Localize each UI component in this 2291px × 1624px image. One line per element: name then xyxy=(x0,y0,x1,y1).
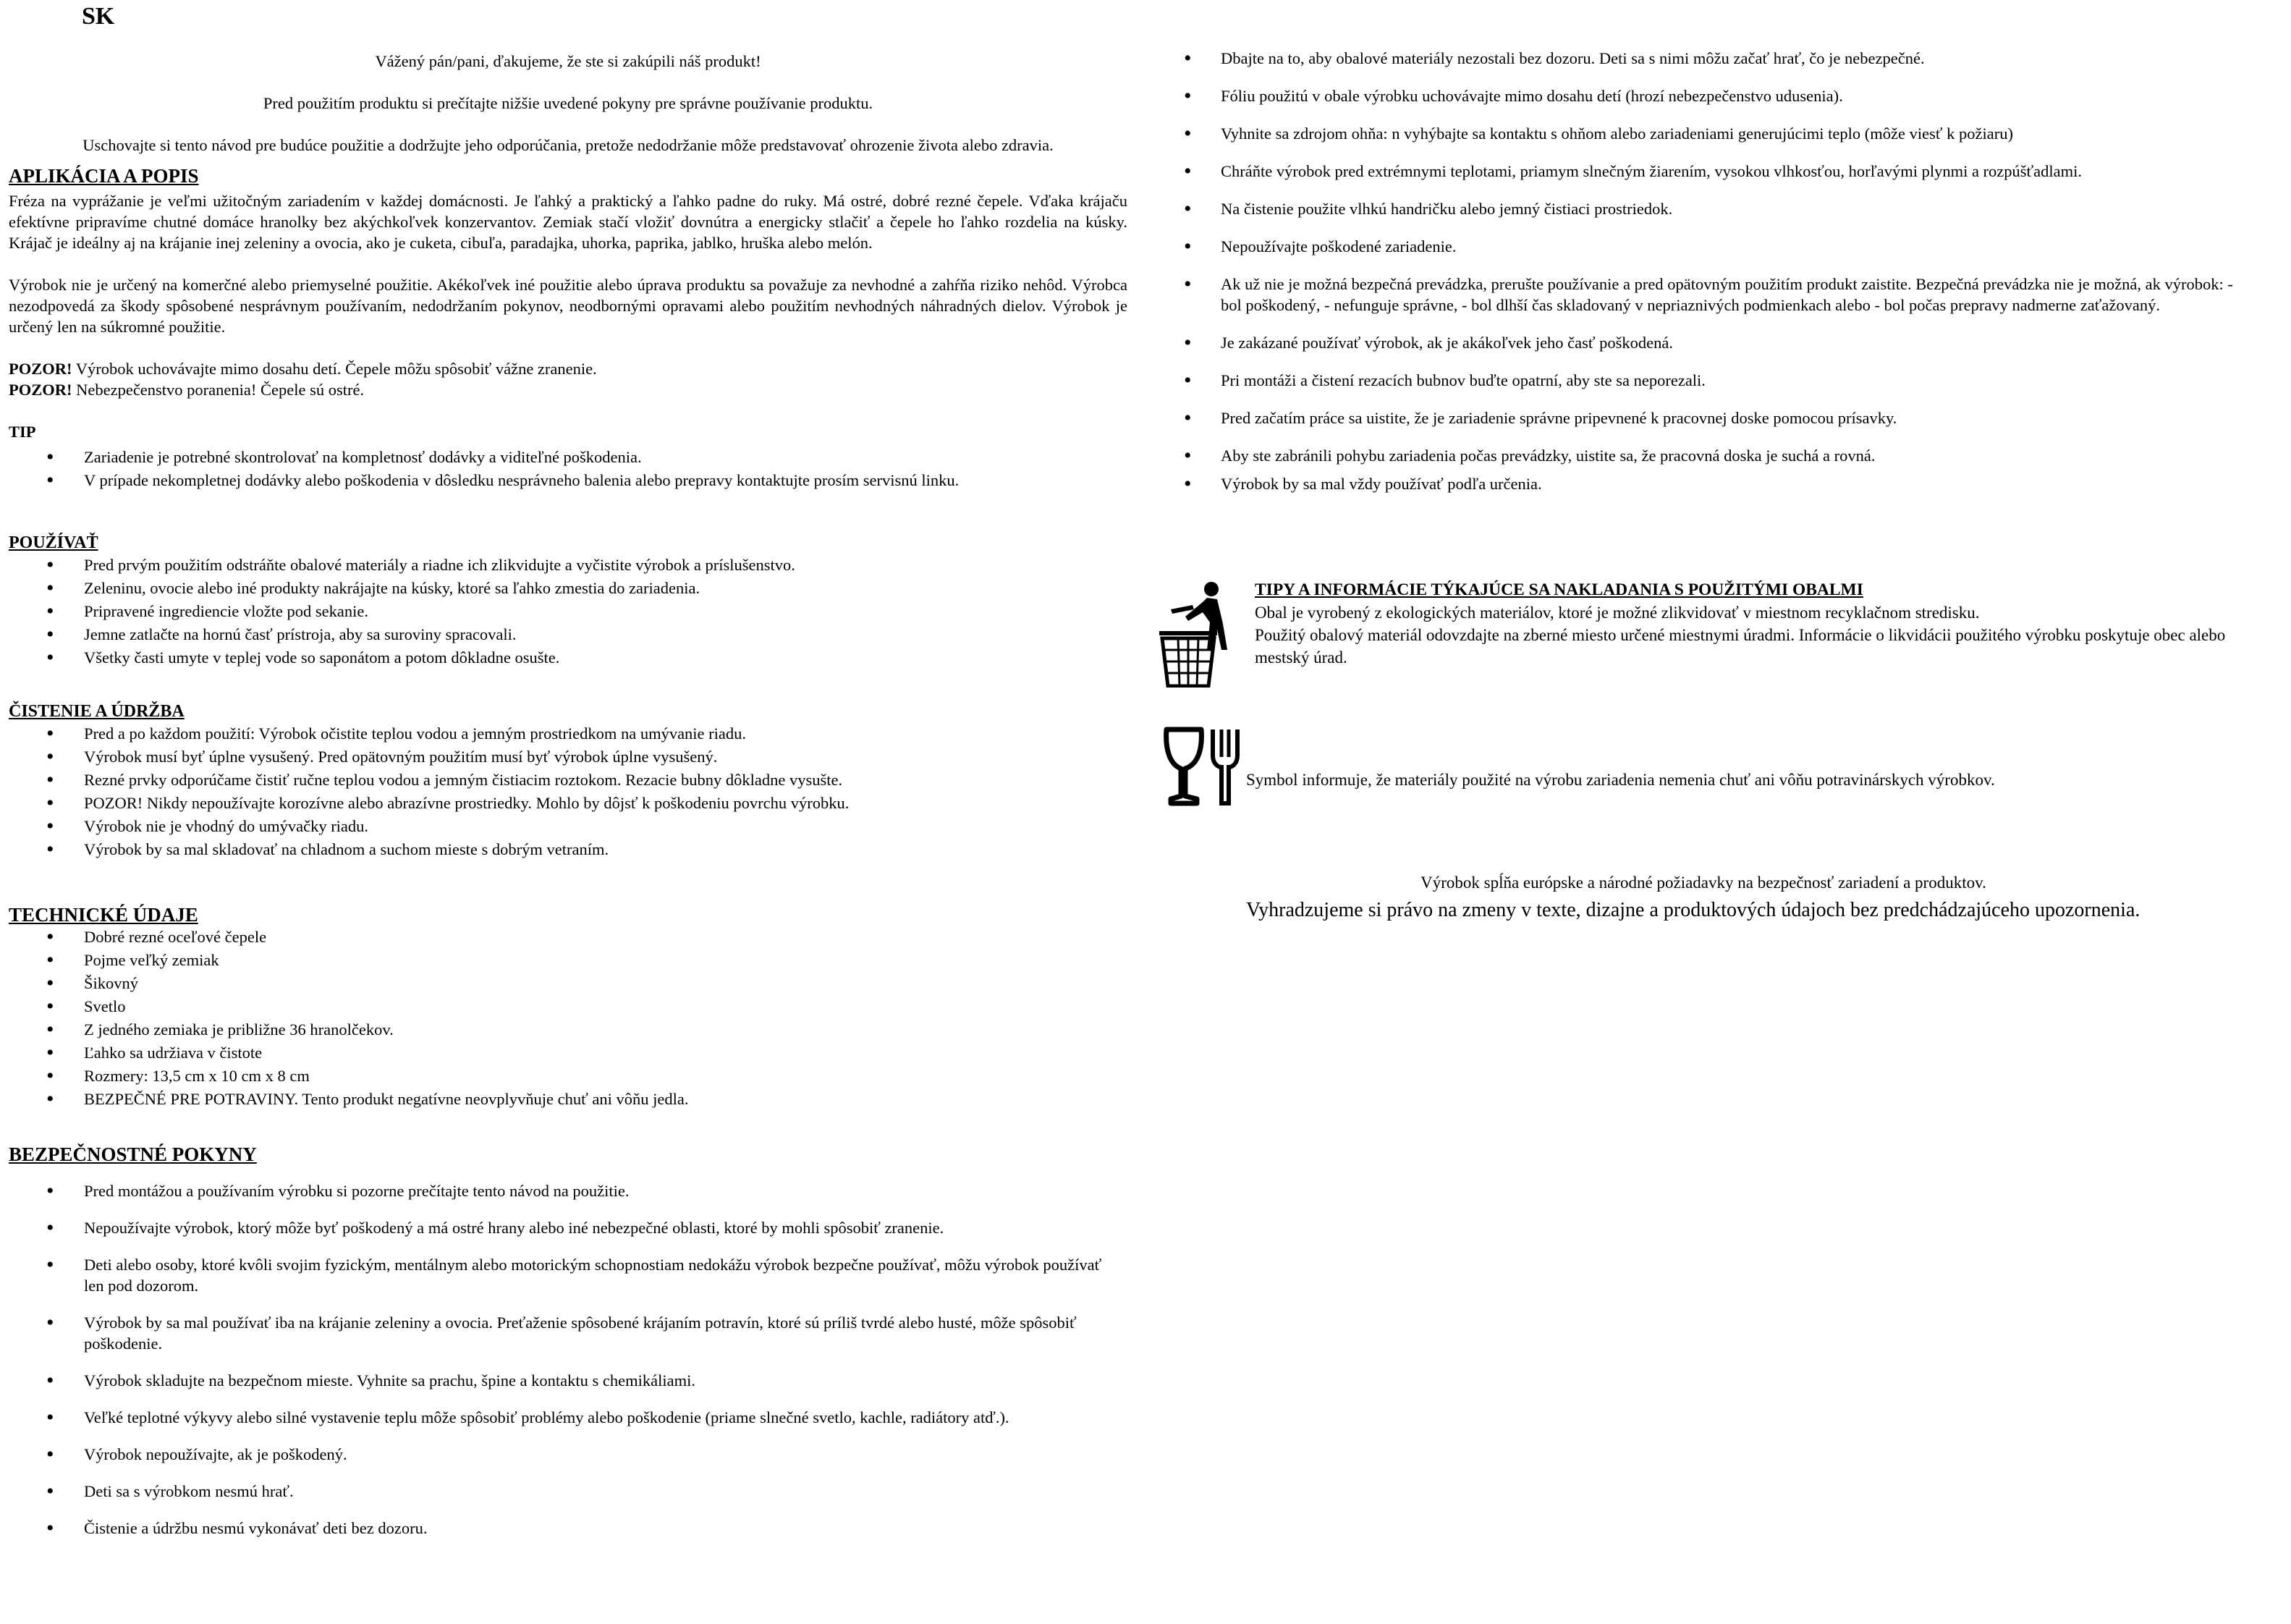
list-item: • Pri montáži a čistení rezacích bubnov buďte opatrní, aby ste sa neporezali. xyxy=(1165,370,2279,391)
list-item: • POZOR! Nikdy nepoužívajte korozívne alebo abrazívne prostriedky. Mohlo by dôjsť k poškodeniu povrchu výrobku. xyxy=(9,792,1127,813)
list-item: • Všetky časti umyte v teplej vode so saponátom a potom dôkladne osušte. xyxy=(9,647,1127,668)
warning-label: POZOR! xyxy=(9,360,72,378)
list-item: • Výrobok by sa mal skladovať na chladnom a suchom mieste s dobrým vetraním. xyxy=(9,839,1127,860)
list-item: • Výrobok nepoužívajte, ak je poškodený. xyxy=(9,1444,1110,1465)
list-item: • Aby ste zabránili pohybu zariadenia počas prevádzky, uistite sa, že pracovná doska je suchá a rovná. xyxy=(1165,445,2279,466)
list-item: • Rozmery: 13,5 cm x 10 cm x 8 cm xyxy=(9,1065,1127,1086)
cleaning-heading: ČISTENIE A ÚDRŽBA xyxy=(9,702,185,721)
list-item: • Ľahko sa udržiava v čistote xyxy=(9,1042,1127,1063)
list-item: • Jemne zatlačte na hornú časť prístroja, aby sa suroviny spracovali. xyxy=(9,624,1127,645)
cleaning-list xyxy=(9,723,1127,860)
tip-list xyxy=(9,447,1127,491)
list-item: • Výrobok by sa mal vždy používať podľa určenia. xyxy=(1165,473,2279,494)
technical-list xyxy=(9,926,1127,1109)
list-item: • Pred prvým použitím odstráňte obalové materiály a riadne ich zlikvidujte a vyčistite výrobok a príslušenstvo. xyxy=(9,554,1127,575)
intro-keep-manual: Uschovajte si tento návod pre budúce použitie a dodržujte jeho odporúčania, pretože nedodržanie môže predstavovať ohrozenie života alebo zdravia. xyxy=(82,136,1054,154)
list-item: • Z jedného zemiaka je približne 36 hranolčekov. xyxy=(9,1019,1127,1040)
list-item: • Pred a po každom použití: Výrobok očistite teplou vodou a jemným prostriedkom na umývanie riadu. xyxy=(9,723,1127,744)
technical-heading: TECHNICKÉ ÚDAJE xyxy=(9,904,198,926)
list-item: • Zeleninu, ovocie alebo iné produkty nakrájajte na kúsky, ktoré sa ľahko zmestia do zariadenia. xyxy=(9,578,1127,599)
list-item: • Výrobok by sa mal používať iba na krájanie zeleniny a ovocia. Preťaženie spôsobené krájaním potravín, ktoré sú príliš tvrdé alebo husté, môže spôsobiť poškodenie. xyxy=(9,1312,1110,1354)
use-list xyxy=(9,554,1127,668)
warning-1 xyxy=(9,358,1127,379)
list-item: • Vyhnite sa zdrojom ohňa: n vyhýbajte sa kontaktu s ohňom alebo zariadeniami generujúcimi teplo (môže viesť k požiaru) xyxy=(1165,123,2279,144)
list-item: • V prípade nekompletnej dodávky alebo poškodenia v dôsledku nesprávneho balenia alebo prepravy kontaktujte prosím servisnú linku. xyxy=(9,470,1127,491)
intro-read-first: Pred použitím produktu si prečítajte nižšie uvedené pokyny pre správne používanie produktu. xyxy=(263,94,873,112)
list-item: • Výrobok skladujte na bezpečnom mieste. Vyhnite sa prachu, špine a kontaktu s chemikáliami. xyxy=(9,1370,1110,1391)
application-heading: APLIKÁCIA A POPIS xyxy=(9,165,199,187)
list-item: • Deti sa s výrobkom nesmú hrať. xyxy=(9,1481,1110,1502)
list-item: • Pojme veľký zemiak xyxy=(9,950,1127,970)
list-item: • Zariadenie je potrebné skontrolovať na kompletnosť dodávky a viditeľné poškodenia. xyxy=(9,447,1127,468)
list-item: • Výrobok musí byť úplne vysušený. Pred opätovným použitím musí byť výrobok úplne vysušený. xyxy=(9,746,1127,767)
safety-heading: BEZPEČNOSTNÉ POKYNY xyxy=(9,1143,257,1165)
list-item: • Deti alebo osoby, ktoré kvôli svojim fyzickým, mentálnym alebo motorickým schopnostiam nedokážu výrobok bezpečne používať, môžu výrobok používať len pod dozorom. xyxy=(9,1254,1110,1296)
intro xyxy=(9,51,1127,156)
list-item: • Na čistenie použite vlhkú handričku alebo jemný čistiaci prostriedok. xyxy=(1165,198,2279,219)
list-item: • Svetlo xyxy=(9,996,1127,1017)
list-item: • Nepoužívajte poškodené zariadenie. xyxy=(1165,236,2279,257)
list-item: • Čistenie a údržbu nesmú vykonávať deti bez dozoru. xyxy=(9,1518,1110,1539)
list-item: • Šikovný xyxy=(9,973,1127,994)
list-item: • Dbajte na to, aby obalové materiály nezostali bez dozoru. Deti sa s nimi môžu začať hrať, čo je nebezpečné. xyxy=(1165,48,2279,69)
warning-text: Výrobok uchovávajte mimo dosahu detí. Čepele môžu spôsobiť vážne zranenie. xyxy=(72,360,597,378)
compliance-line-2: Vyhradzujeme si právo na zmeny v texte, dizajne a produktových údajoch bez predchádzajúceho upozornenia. xyxy=(1246,899,2140,921)
warning-2 xyxy=(9,379,1127,400)
food-symbol-text: Symbol informuje, že materiály použité na výrobu zariadenia nemenia chuť ani vôňu potravinárskych výrobkov. xyxy=(1246,771,1995,789)
list-item: • Pred montážou a používaním výrobku si pozorne prečítajte tento návod na použitie. xyxy=(9,1180,1110,1201)
list-item: • Pred začatím práce sa uistite, že je zariadenie správne pripevnené k pracovnej doske pomocou prísavky. xyxy=(1165,407,2279,428)
warning-label: POZOR! xyxy=(9,381,72,399)
compliance-line-1: Výrobok spĺňa európske a národné požiadavky na bezpečnosť zariadení a produktov. xyxy=(1420,874,1986,892)
list-item: • Je zakázané používať výrobok, ak je akákoľvek jeho časť poškodená. xyxy=(1165,332,2279,353)
list-item: • Výrobok nie je vhodný do umývačky riadu. xyxy=(9,816,1127,837)
safety-list xyxy=(9,1180,1127,1539)
application-para-1: Fréza na vyprážanie je veľmi užitočným zariadením v každej domácnosti. Je ľahký a praktický a ľahko padne do ruky. Má ostré, dobré rezné čepele. Vďaka krájaču efektívne pripravíme chutné domáce hranolky bez akýchkoľvek konzervantov. Zemiak stačí vložiť dovnútra a energicky stlačiť a čepele ho ľahko rozdelia na kúsky. Krájač je ideálny aj na krájanie inej zeleniny a ovocia, ako je cuketa, cibuľa, paradajka, uhorka, paprika, jablko, hruška alebo melón. xyxy=(9,192,1127,252)
list-item: • Rezné prvky odporúčame čistiť ručne teplou vodou a jemným čistiacim roztokom. Rezacie bubny dôkladne vysušte. xyxy=(9,769,1127,790)
trash-bin-icon xyxy=(1156,580,1237,688)
disposal-line-1: Obal je vyrobený z ekologických materiálov, ktoré je možné zlikvidovať v miestnom recyklačnom stredisku. xyxy=(1255,604,1980,622)
application-para-2: Výrobok nie je určený na komerčné alebo priemyselné použitie. Akékoľvek iné použitie alebo úprava produktu sa považuje za nevhodné a zahŕňa riziko nehôd. Výrobca nezodpovedá za škody spôsobené nesprávnym používaním, nedodržaním pokynov, neodbornými opravami alebo použitím nevhodných náhradných dielov. Výrobok je určený len na súkromné použitie. xyxy=(9,276,1127,336)
left-column xyxy=(9,51,1127,1539)
warning-text: Nebezpečenstvo poranenia! Čepele sú ostré. xyxy=(72,381,365,399)
safety-list-continued xyxy=(1165,48,2279,494)
food-safe-icon xyxy=(1161,727,1242,806)
use-heading: POUŽÍVAŤ xyxy=(9,533,98,552)
intro-greeting: Vážený pán/pani, ďakujeme, že ste si zakúpili náš produkt! xyxy=(375,52,761,70)
list-item: • Chráňte výrobok pred extrémnymi teplotami, priamym slnečným žiarením, vysokou vlhkosťou, horľavými plynmi a rozpúšťadlami. xyxy=(1165,161,2279,182)
list-item: • Pripravené ingrediencie vložte pod sekanie. xyxy=(9,601,1127,622)
disposal-heading: TIPY A INFORMÁCIE TÝKAJÚCE SA NAKLADANIA S POUŽITÝMI OBALMI xyxy=(1255,580,1863,599)
list-item: • Nepoužívajte výrobok, ktorý môže byť poškodený a má ostré hrany alebo iné nebezpečné oblasti, ktoré by mohli spôsobiť zranenie. xyxy=(9,1217,1110,1238)
tip-label: TIP xyxy=(9,423,36,441)
language-label: SK xyxy=(82,3,115,30)
list-item: • Dobré rezné oceľové čepele xyxy=(9,926,1127,947)
list-item: • Veľké teplotné výkyvy alebo silné vystavenie teplu môže spôsobiť problémy alebo poškodenie (priame slnečné svetlo, kachle, radiátory atď.). xyxy=(9,1407,1110,1428)
disposal-info xyxy=(1255,579,2282,669)
right-column xyxy=(1165,48,2279,511)
list-item: • BEZPEČNÉ PRE POTRAVINY. Tento produkt negatívne neovplyvňuje chuť ani vôňu jedla. xyxy=(9,1088,1127,1109)
list-item: • Fóliu použitú v obale výrobku uchovávajte mimo dosahu detí (hrozí nebezpečenstvo udusenia). xyxy=(1165,85,2279,106)
list-item: • Ak už nie je možná bezpečná prevádzka, prerušte používanie a pred opätovným použitím produkt zaistite. Bezpečná prevádzka nie je možná, ak výrobok: - bol poškodený, - nefunguje správne, - bol dlhší čas skladovaný v nepriaznivých podmienkach alebo - bol počas prepravy nadmerne zaťažovaný. xyxy=(1165,274,2279,316)
disposal-line-2: Použitý obalový materiál odovzdajte na zberné miesto určené miestnymi úradmi. Informácie o likvidácii použitého výrobku poskytuje obec alebo mestský úrad. xyxy=(1255,626,2226,667)
